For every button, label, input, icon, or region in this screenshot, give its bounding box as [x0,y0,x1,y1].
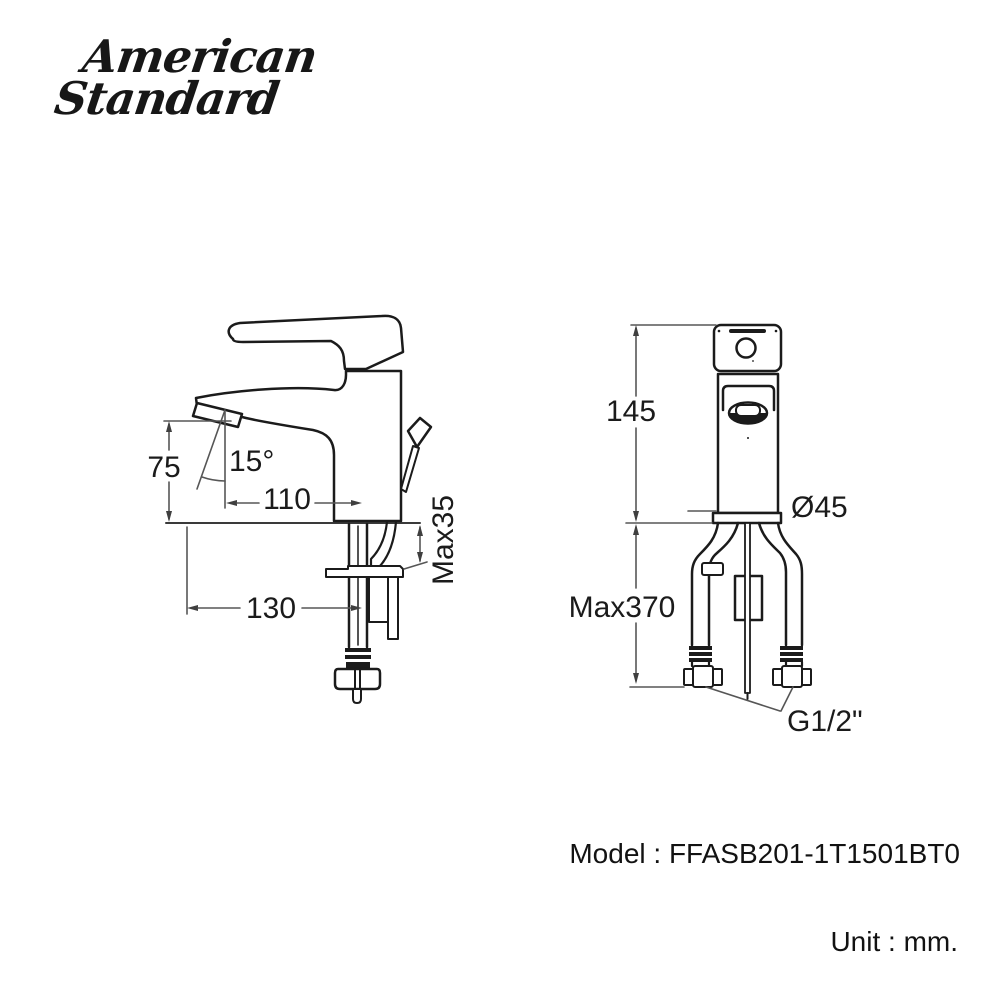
hose-thread-band [780,646,803,650]
left-nut-facet [684,669,693,685]
arrowhead [633,673,639,684]
right-nut-facet [802,669,811,685]
handle-slot [729,329,766,333]
extension-line [404,562,427,569]
hose-thread-band [689,646,712,650]
left-hose-outer [692,523,718,645]
handle-logo-ring [737,339,756,358]
faucet-handle-side [229,316,403,369]
detail-dot [718,330,721,333]
arrowhead [351,605,362,611]
dimension-label-max35: Max35 [427,494,460,586]
angle-arc [202,477,225,481]
arrowhead [166,511,172,522]
arrowhead [417,552,423,563]
shank-thread-base [346,662,370,668]
popup-lever-knob [408,418,431,447]
dimension-label-130: 130 [245,592,297,625]
detail-dot [775,330,778,333]
thread-leader-line [706,687,780,711]
shank-thread-band [345,648,371,652]
mounting-bracket-side [326,566,403,577]
hose-thread-band [689,652,712,656]
arrowhead [633,325,639,336]
unit-note-text: Unit : mm. [830,926,958,957]
base-flange [713,513,781,523]
dimension-label-145: 145 [605,395,657,428]
model-number-text: Model : FFASB201-1T1501BT0 [569,838,960,869]
aerator-front [736,405,760,416]
arrowhead [166,421,172,432]
right-connection-nut [782,666,802,687]
popup-housing-b [388,577,398,639]
popup-lever-rod [401,446,419,492]
dimension-label-max370: Max370 [568,591,676,624]
dimension-label-dia45: Ø45 [791,491,848,524]
hose-thread-band [780,658,803,662]
right-nut-facet [773,669,782,685]
shank-thread-band [345,655,371,659]
angle-slant-line [197,410,225,489]
dimension-label-g12: G1/2" [787,705,863,738]
left-nut-facet [713,669,722,685]
brand-logo-line2: Standard [51,71,282,125]
left-hose-inner [709,523,738,645]
left-connection-nut [693,666,713,687]
supply-nut-side [335,669,380,689]
popup-housing-a [369,577,388,622]
faucet-body-front [718,374,778,513]
popup-rod-front [745,523,750,693]
mounting-bracket-front [702,563,723,575]
arrowhead [226,500,237,506]
detail-dot [752,360,754,362]
right-hose-outer [778,523,802,645]
nut-pin [353,689,361,703]
brand-logo-line1: American [79,30,320,83]
arrowhead [187,605,198,611]
hose-thread-band [780,652,803,656]
arrowhead [633,524,639,535]
detail-dot [747,437,749,439]
arrowhead [633,511,639,522]
dimension-label-75: 75 [147,451,181,484]
dimension-label-15deg: 15° [229,445,275,478]
dimension-label-110: 110 [263,483,311,516]
arrowhead [417,525,423,536]
